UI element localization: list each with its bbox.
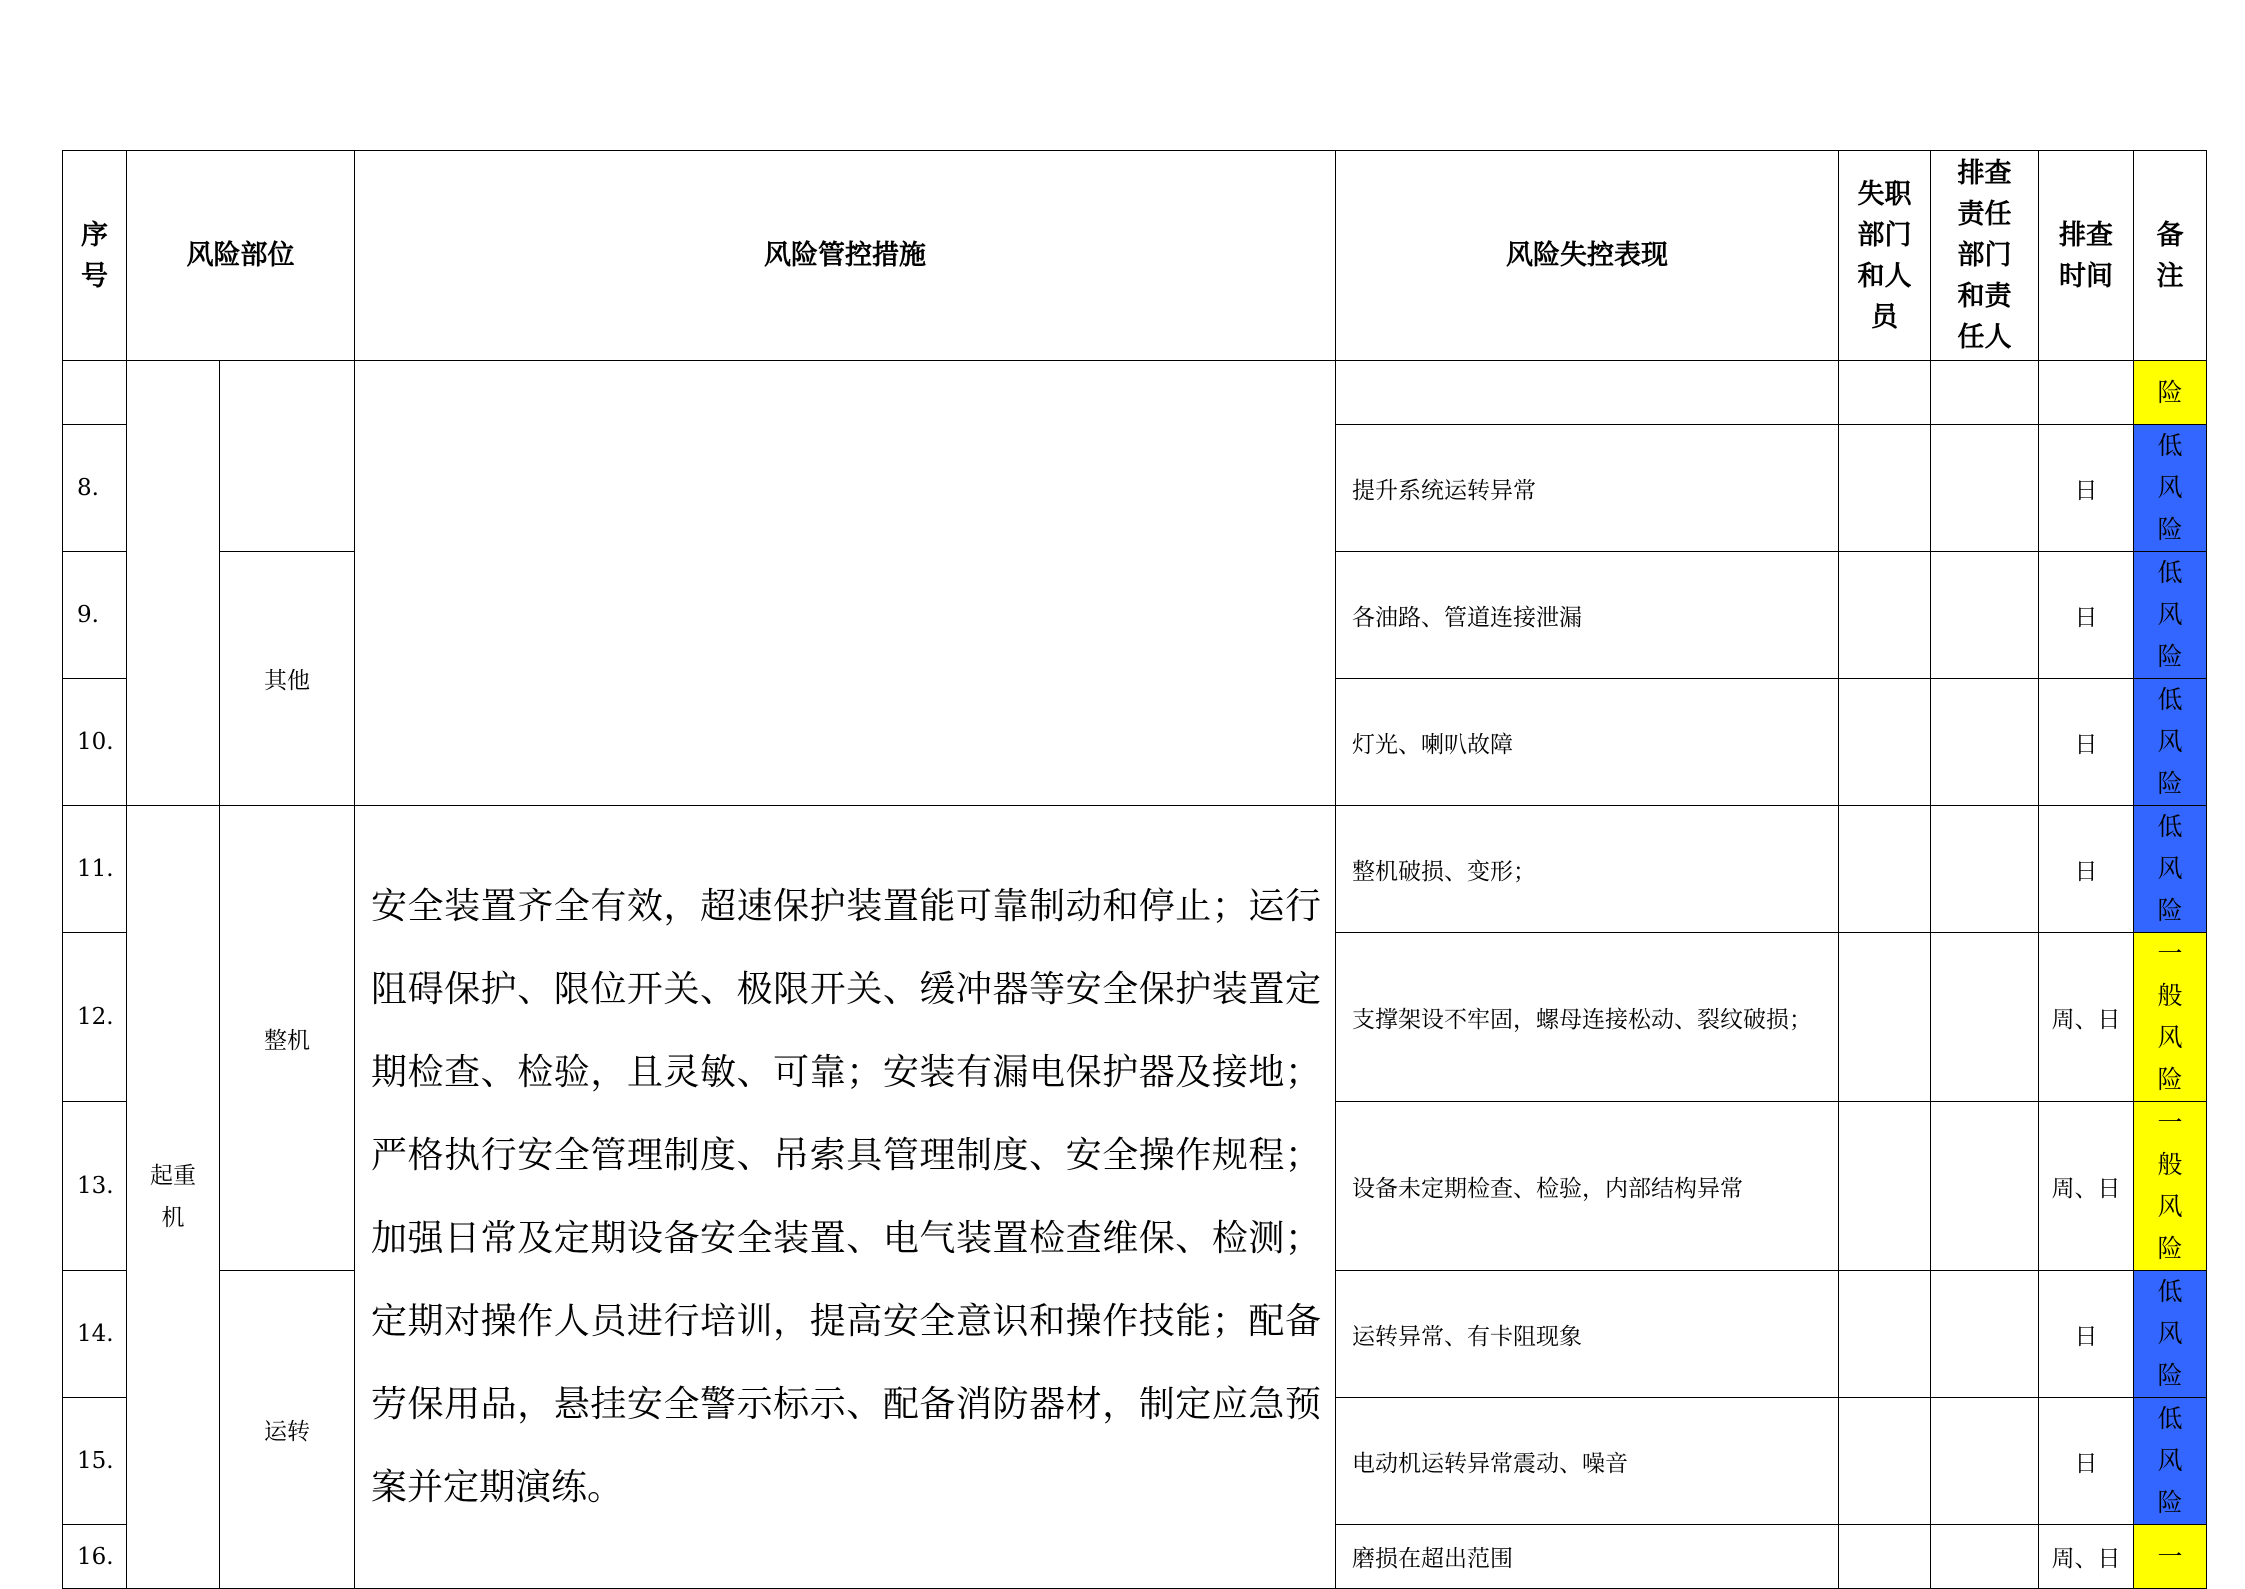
dept-cell [1839,361,1931,425]
manifest-cell: 整机破损、变形； [1336,806,1839,933]
header-check-dept: 排查责任部门和责任人 [1931,151,2039,361]
risk-level-badge: 低 风 险 [2157,1404,2183,1517]
remark-cell [2134,552,2207,679]
manifest-cell: 运转异常、有卡阻现象 [1336,1271,1839,1398]
header-seq: 序号 [63,151,127,361]
header-measures: 风险管控措施 [355,151,1336,361]
sub-cell-empty [220,361,355,552]
check-time-cell [2039,361,2134,425]
check-time-cell: 日 [2039,679,2134,806]
seq-cell: 12. [63,933,127,1102]
remark-cell [2134,679,2207,806]
dept-cell [1839,679,1931,806]
risk-level-badge: 低 风 险 [2157,1277,2183,1390]
measures-cell: 安全装置齐全有效，超速保护装置能可靠制动和停止；运行阻碍保护、限位开关、极限开关、缓冲器等安全保护装置定期检查、检验，且灵敏、可靠；安装有漏电保护器及接地；严格执行安全管理制度、吊索具管理制度、安全操作规程；加强日常及定期设备安全装置、电气装置检查维保、检测；定期对操作人员进行培训，提高安全意识和操作技能；配备劳保用品，悬挂安全警示标示、配备消防器材，制定应急预案并定期演练。 [355,806,1336,1589]
check-dept-cell [1931,361,2039,425]
check-dept-cell [1931,806,2039,933]
check-time-cell: 日 [2039,1271,2134,1398]
risk-control-table [62,150,2207,1589]
seq-cell: 11. [63,806,127,933]
check-time-cell: 日 [2039,806,2134,933]
header-row [63,151,2207,361]
header-remark: 备注 [2134,151,2207,361]
check-dept-cell [1931,1525,2039,1589]
remark-cell [2134,806,2207,933]
measures-cell-empty [355,361,1336,806]
risk-level-badge: 一 般 风 险 [2157,1108,2183,1263]
manifest-cell [1336,361,1839,425]
manifest-cell: 设备未定期检查、检验，内部结构异常 [1336,1102,1839,1271]
check-time-cell: 日 [2039,552,2134,679]
table-row [63,361,2207,425]
check-time-cell: 周、日 [2039,933,2134,1102]
manifest-cell: 磨损在超出范围 [1336,1525,1839,1589]
dept-cell [1839,425,1931,552]
seq-cell: 15. [63,1398,127,1525]
sub-position-whole: 整机 [220,806,355,1271]
check-dept-cell [1931,425,2039,552]
remark-cell [2134,361,2207,425]
risk-level-badge: 一 般 风 险 [2157,939,2183,1094]
remark-cell [2134,425,2207,552]
seq-cell: 8. [63,425,127,552]
sub-position-run: 运转 [220,1271,355,1589]
dept-cell [1839,933,1931,1102]
dept-cell [1839,1398,1931,1525]
seq-cell [63,361,127,425]
manifest-cell: 提升系统运转异常 [1336,425,1839,552]
risk-level-badge: 一 [2157,1541,2183,1571]
dept-cell [1839,1102,1931,1271]
seq-cell: 9. [63,552,127,679]
risk-level-badge: 低 风 险 [2157,558,2183,671]
category-crane [127,806,220,1589]
check-dept-cell [1931,1398,2039,1525]
header-dept: 失职部门和人员 [1839,151,1931,361]
risk-level-badge: 低 风 险 [2157,812,2183,925]
header-position: 风险部位 [127,151,355,361]
header-check-time: 排查时间 [2039,151,2134,361]
remark-cell [2134,933,2207,1102]
check-dept-cell [1931,1271,2039,1398]
check-dept-cell [1931,1102,2039,1271]
table-row [63,806,2207,933]
seq-cell: 13. [63,1102,127,1271]
dept-cell [1839,1271,1931,1398]
manifest-cell: 电动机运转异常震动、噪音 [1336,1398,1839,1525]
check-dept-cell [1931,679,2039,806]
risk-level-badge: 险 [2157,377,2183,407]
manifest-cell: 各油路、管道连接泄漏 [1336,552,1839,679]
risk-level-badge: 低 风 险 [2157,685,2183,798]
dept-cell [1839,806,1931,933]
check-time-cell: 日 [2039,425,2134,552]
category-label: 起重 机 [150,1163,196,1231]
seq-cell: 16. [63,1525,127,1589]
header-manifest: 风险失控表现 [1336,151,1839,361]
remark-cell [2134,1398,2207,1525]
sub-position-other: 其他 [220,552,355,806]
check-time-cell: 周、日 [2039,1525,2134,1589]
dept-cell [1839,552,1931,679]
remark-cell [2134,1102,2207,1271]
dept-cell [1839,1525,1931,1589]
remark-cell [2134,1271,2207,1398]
check-time-cell: 周、日 [2039,1102,2134,1271]
manifest-cell: 支撑架设不牢固，螺母连接松动、裂纹破损； [1336,933,1839,1102]
risk-level-badge: 低 风 险 [2157,431,2183,544]
manifest-cell: 灯光、喇叭故障 [1336,679,1839,806]
category-cell-empty [127,361,220,806]
check-dept-cell [1931,933,2039,1102]
check-dept-cell [1931,552,2039,679]
seq-cell: 10. [63,679,127,806]
remark-cell [2134,1525,2207,1589]
seq-cell: 14. [63,1271,127,1398]
check-time-cell: 日 [2039,1398,2134,1525]
